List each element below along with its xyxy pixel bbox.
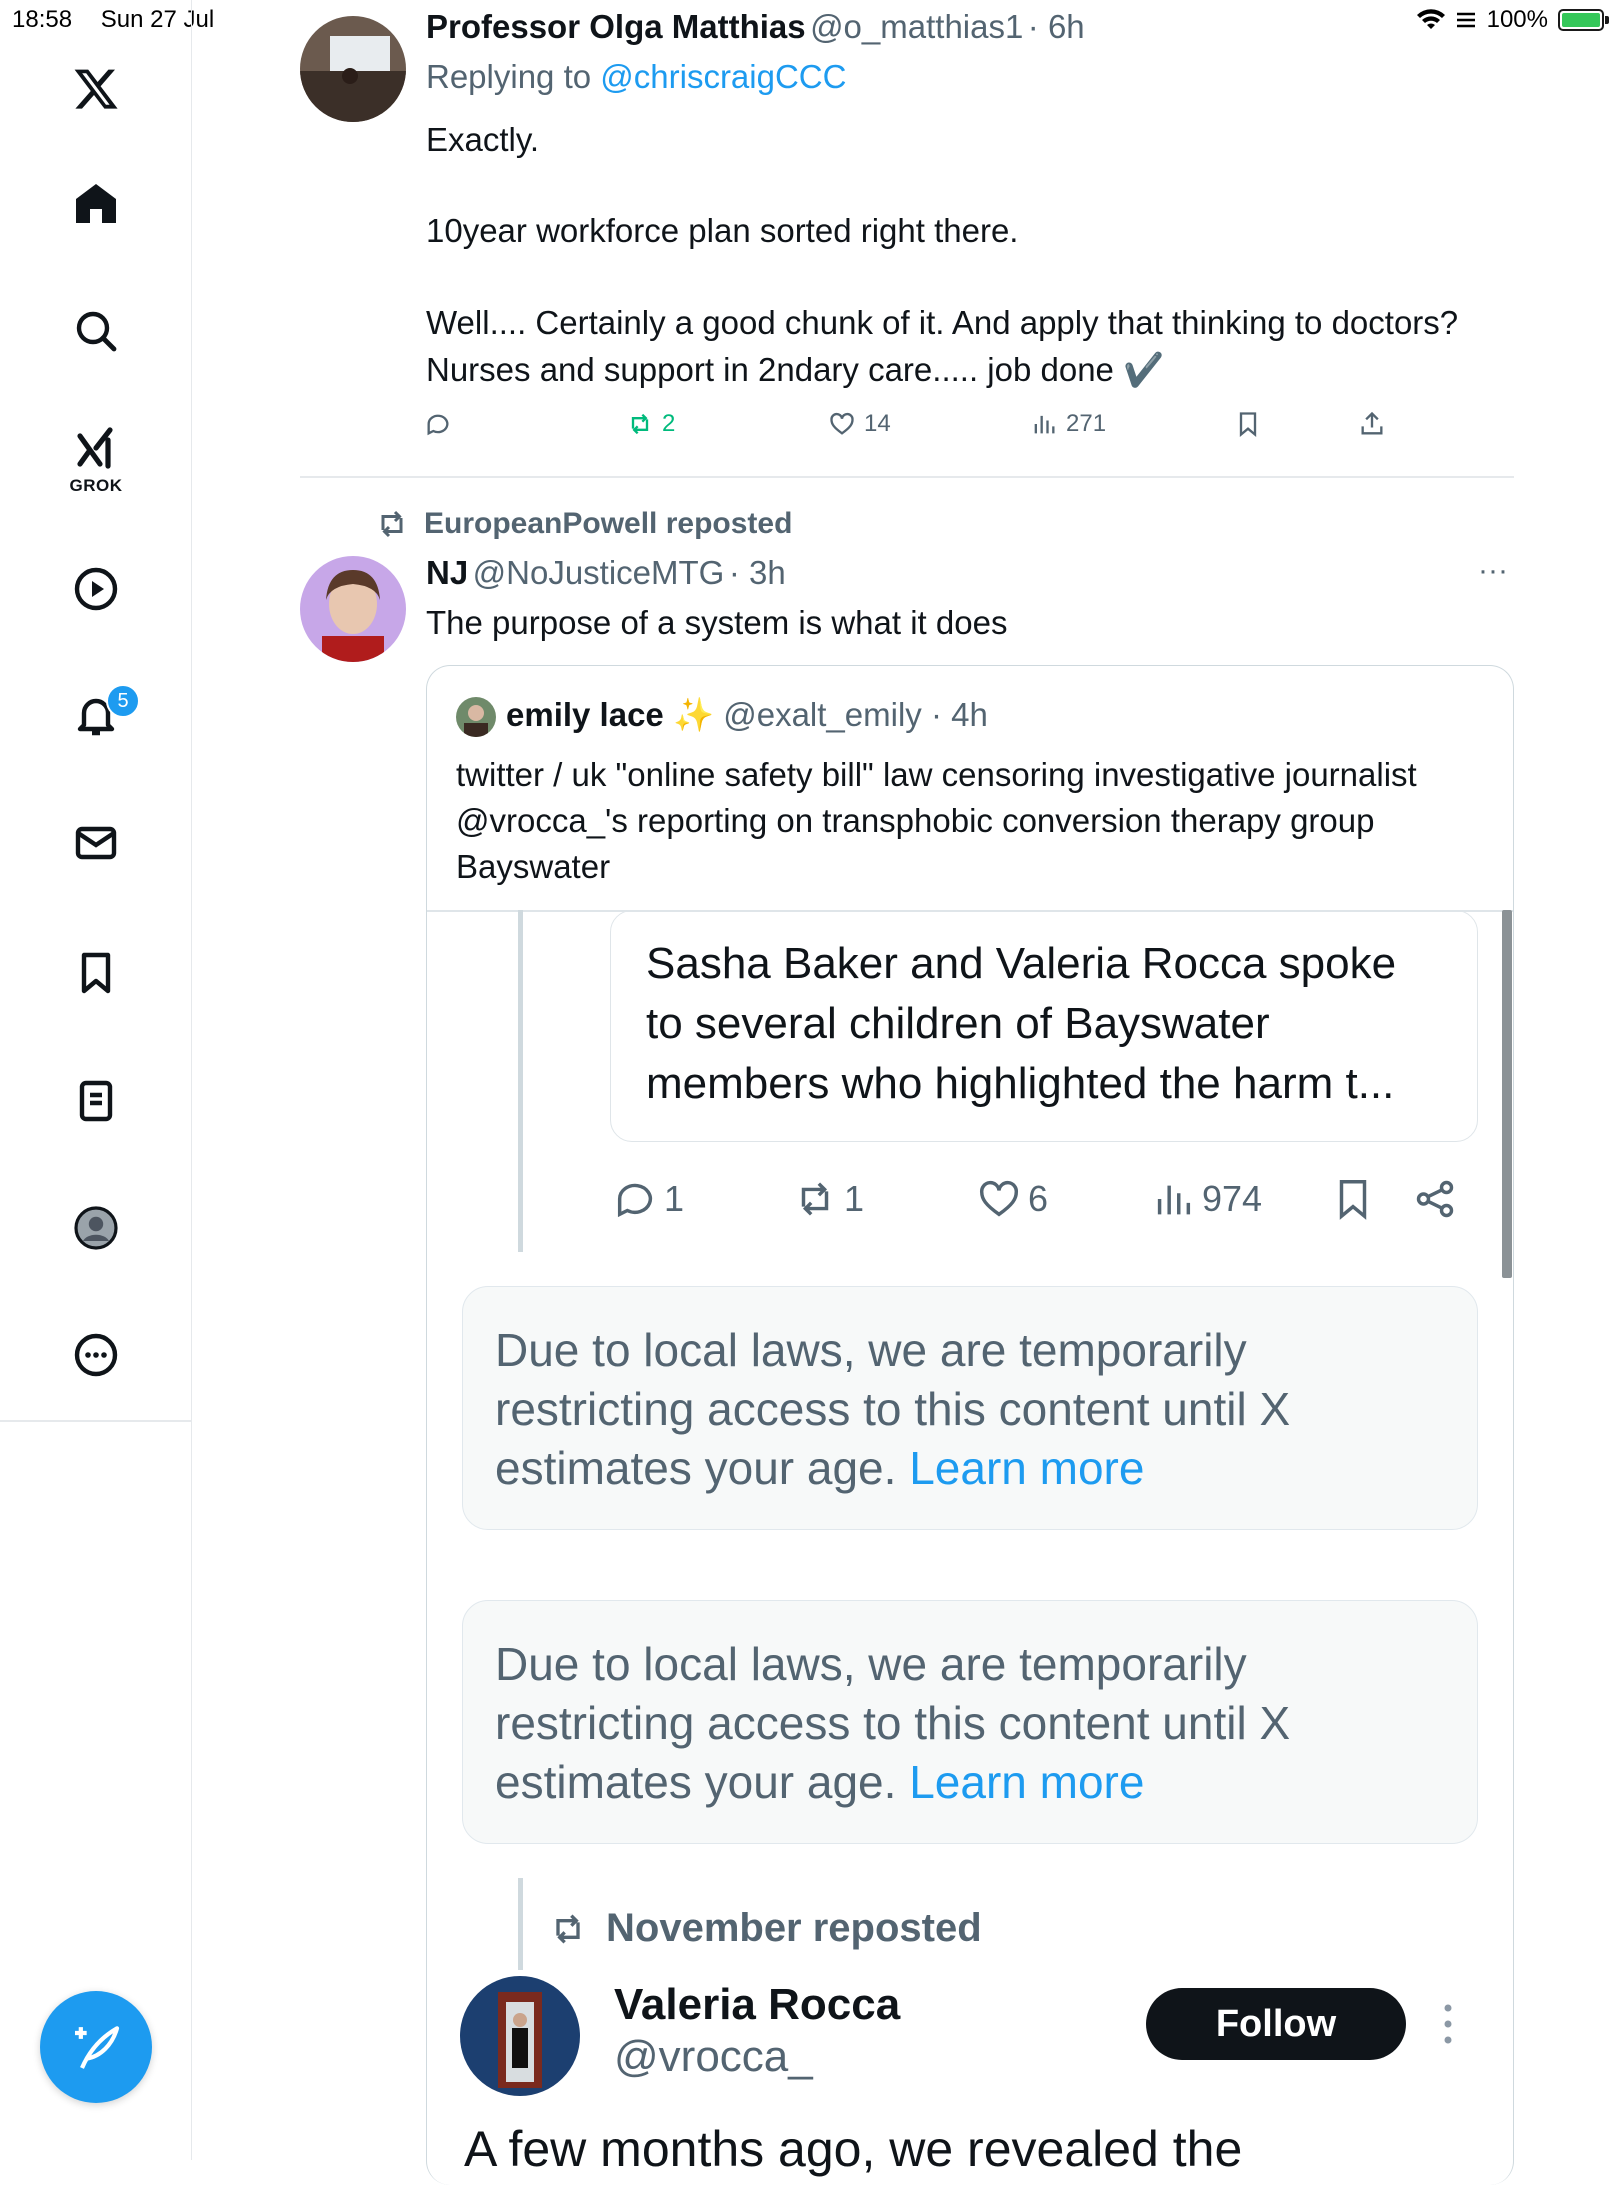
scrollbar[interactable]	[1502, 910, 1512, 1278]
embedded-views-count: 974	[1202, 1178, 1263, 1219]
embedded-reply-button[interactable]	[612, 1176, 684, 1222]
repost-context	[374, 506, 792, 542]
reply-icon	[424, 410, 452, 438]
status-date: Sun 27 Jul	[100, 6, 215, 33]
tweet-header	[426, 554, 786, 592]
tweet-time: · 3h	[728, 554, 786, 591]
reply-button[interactable]	[424, 410, 452, 438]
author-handle[interactable]: @o_matthias1	[810, 8, 1024, 45]
embedded-retweet-count: 1	[844, 1178, 865, 1219]
notifications-badge: 5	[106, 684, 140, 718]
nested-post-text: A few months ago, we revealed the	[464, 2121, 1243, 2177]
battery-icon	[1558, 9, 1604, 31]
quote-text-line: @vrocca_'s reporting on transphobic conversion therapy group	[456, 802, 1375, 839]
thread-line	[518, 910, 523, 1252]
restricted-message: Due to local laws, we are temporarily restricting access to this content until X estimates your age.	[495, 1638, 1291, 1808]
embedded-like-button[interactable]	[976, 1176, 1048, 1222]
like-button[interactable]	[828, 410, 891, 438]
embedded-like-count: 6	[1028, 1178, 1049, 1219]
retweet-button[interactable]	[626, 410, 675, 438]
retweet-count: 2	[662, 410, 676, 437]
restricted-text-wrap	[495, 1321, 1395, 1498]
quote-text-line: Bayswater	[456, 848, 611, 885]
restricted-content-notice	[462, 1286, 1478, 1530]
retweet-icon	[626, 410, 654, 438]
heart-icon	[976, 1176, 1022, 1222]
tweet-header	[426, 8, 1085, 46]
mail-icon[interactable]	[63, 810, 129, 876]
reply-icon	[612, 1176, 658, 1222]
embedded-text-line: members who highlighted the harm t...	[646, 1059, 1395, 1108]
tweet-text-line: Well.... Certainly a good chunk of it. And apply that thinking to doctors?	[426, 304, 1459, 341]
bookmark-icon	[1234, 410, 1262, 438]
grok-icon[interactable]	[63, 420, 129, 476]
avatar[interactable]	[460, 1976, 580, 2096]
tweet-time: · 6h	[1027, 8, 1085, 45]
views-icon	[1150, 1176, 1196, 1222]
author-name[interactable]: Professor Olga Matthias	[426, 8, 806, 45]
sparkle-emoji: ✨	[672, 696, 715, 733]
bookmark-icon[interactable]	[63, 940, 129, 1006]
quote-author-name[interactable]: emily lace	[506, 696, 664, 733]
bookmark-button[interactable]	[1234, 410, 1262, 438]
restricted-text-wrap	[495, 1635, 1395, 1812]
embedded-text-line: Sasha Baker and Valeria Rocca spoke	[646, 939, 1397, 988]
embedded-retweet-button[interactable]	[792, 1176, 864, 1222]
thread-line	[518, 1878, 523, 1970]
nested-author-name[interactable]: Valeria Rocca	[614, 1980, 901, 2029]
share-button[interactable]	[1358, 410, 1386, 438]
learn-more-link[interactable]: Learn more	[909, 1442, 1145, 1494]
status-bar-right	[1417, 6, 1604, 34]
share-nodes-icon	[1412, 1176, 1458, 1222]
author-name[interactable]: NJ	[426, 554, 469, 591]
compose-icon	[68, 2019, 124, 2075]
replying-prefix: Replying to	[426, 58, 601, 95]
restricted-content-notice	[462, 1600, 1478, 1844]
tweet-divider	[300, 476, 1514, 478]
tweet-text: The purpose of a system is what it does	[426, 604, 1008, 641]
embedded-views-button[interactable]	[1150, 1176, 1262, 1222]
reposted-by[interactable]: EuropeanPowell reposted	[424, 507, 793, 540]
embedded-bookmark-button[interactable]	[1330, 1176, 1376, 1222]
x-logo-icon[interactable]	[63, 56, 129, 122]
restricted-message: Due to local laws, we are temporarily restricting access to this content until X estimates your age.	[495, 1324, 1291, 1494]
learn-more-link[interactable]: Learn more	[909, 1756, 1145, 1808]
nested-repost-context	[548, 1906, 982, 1951]
retweet-icon	[548, 1909, 588, 1949]
embedded-reply-count: 1	[664, 1178, 685, 1219]
avatar[interactable]	[300, 16, 406, 122]
quote-text-line: twitter / uk "online safety bill" law censoring investigative journalist	[456, 756, 1417, 793]
profile-icon[interactable]	[63, 1195, 129, 1261]
grok-label[interactable]: GROK	[69, 476, 123, 495]
nested-author-handle[interactable]: @vrocca_	[614, 2032, 813, 2081]
embedded-text-line: to several children of Bayswater	[646, 999, 1270, 1048]
video-icon[interactable]	[63, 556, 129, 622]
more-options-button[interactable]: ···	[1478, 554, 1508, 587]
retweet-icon	[374, 506, 410, 542]
list-status-icon	[1455, 10, 1477, 30]
tweet-text-line: 10year workforce plan sorted right there.	[426, 212, 1019, 249]
battery-percent: 100%	[1486, 6, 1548, 33]
embedded-share-button[interactable]	[1412, 1176, 1458, 1222]
views-count: 271	[1066, 410, 1107, 437]
avatar[interactable]	[300, 556, 406, 662]
quote-header	[506, 696, 988, 735]
vertical-more-icon[interactable]	[1440, 2000, 1456, 2053]
views-icon	[1030, 410, 1058, 438]
list-icon[interactable]	[63, 1068, 129, 1134]
home-icon[interactable]	[63, 170, 129, 236]
avatar[interactable]	[456, 697, 496, 737]
share-icon	[1358, 410, 1386, 438]
sidebar-divider	[0, 1420, 192, 1422]
views-button[interactable]	[1030, 410, 1106, 438]
wifi-icon	[1417, 9, 1445, 31]
quote-time: · 4h	[930, 696, 988, 733]
status-time: 18:58	[12, 6, 73, 33]
replying-handle[interactable]: @chriscraigCCC	[600, 58, 847, 95]
follow-button[interactable]: Follow	[1146, 1988, 1406, 2060]
retweet-icon	[792, 1176, 838, 1222]
author-handle[interactable]: @NoJusticeMTG	[472, 554, 725, 591]
quote-author-handle[interactable]: @exalt_emily	[723, 696, 922, 733]
tweet-text-line: Nurses and support in 2ndary care..... job done ✔️	[426, 351, 1165, 388]
nested-reposted-by[interactable]: November reposted	[606, 1906, 982, 1950]
tweet-text-line: Exactly.	[426, 121, 540, 158]
bookmark-icon	[1330, 1176, 1376, 1222]
heart-icon	[828, 410, 856, 438]
like-count: 14	[864, 410, 891, 437]
search-icon[interactable]	[63, 298, 129, 364]
compose-button[interactable]	[40, 1991, 152, 2103]
more-icon[interactable]	[63, 1322, 129, 1388]
replying-to	[426, 58, 846, 96]
